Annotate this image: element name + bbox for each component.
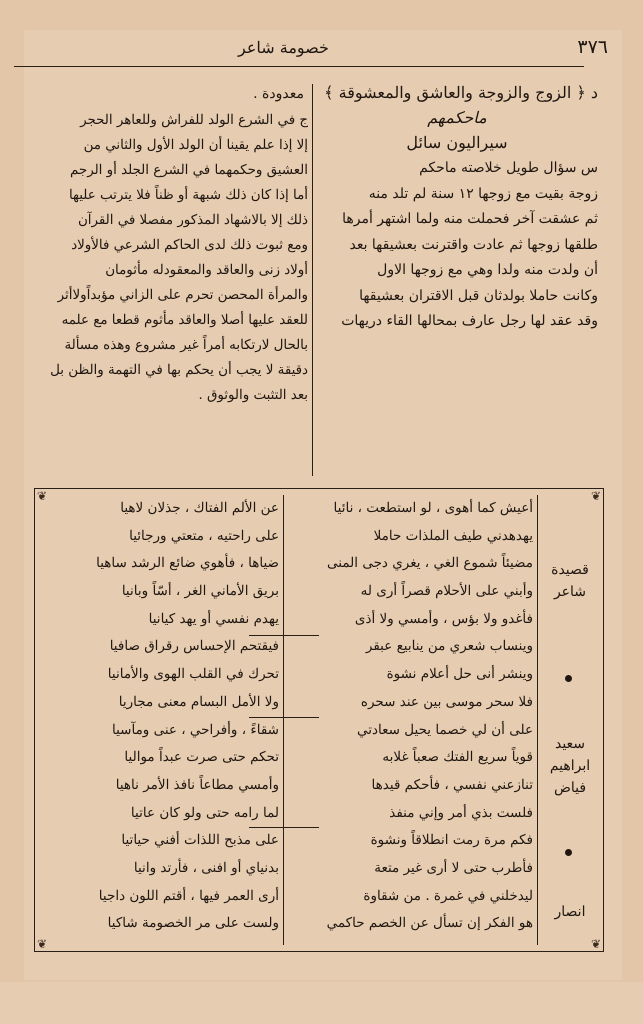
verse-line: وأمسي مطاعاً نافذ الأمر ناهيا — [115, 776, 279, 793]
author-line: فياض — [553, 780, 587, 796]
corner-ornament: ❦ — [37, 489, 48, 503]
verse-line: وينساب شعري من ينابيع عبقر — [365, 638, 533, 655]
answer-line: إلا إذا علم يقينا أن الولد الأول والثاني من — [83, 138, 308, 153]
running-title: خصومة شاعر — [238, 38, 329, 57]
verse-line: فيقتحم الإحساس رقراق صافيا — [109, 638, 279, 655]
verse-line: بدنياي أو افنى ، فأرتد وانيا — [133, 859, 279, 876]
answer-line: أولاد زنى والعاقد والمعقودله مأثومان — [105, 263, 308, 278]
verse-line: بريق الأماني الغر ، أسّاً وبانيا — [121, 583, 279, 600]
author-line: ابراهيم — [549, 758, 591, 774]
answer-tag: معدودة . — [253, 86, 304, 102]
verse-line: فلست بذي أمر وإني منفذ — [389, 804, 533, 821]
verse-line: أعيش كما أهوى ، لو استطعت ، نائيا — [333, 500, 533, 516]
verse-line: فلا سحر موسى بين عند سحره — [360, 693, 533, 710]
poem-bottom-label: انصار — [554, 904, 586, 920]
author-line: سعيد — [554, 736, 586, 752]
corner-ornament: ❦ — [37, 937, 48, 951]
answer-line: للعقد عليها أصلا والعاقد مأثوم قطعا مع علمه — [61, 313, 308, 328]
question-line: زوجة بقيت مع زوجها ١٢ سنة لم تلد منه — [368, 185, 598, 202]
verse-line: ضياها ، فأهوي ضائع الرشد ساهيا — [96, 555, 279, 572]
header-rule — [14, 66, 584, 67]
poem-side-divider — [537, 495, 538, 945]
verse-line: مضيئاً شموع الغي ، يغري دجى المنى — [327, 555, 533, 572]
verse-line: عن الألم الفتاك ، جذلان لاهيا — [120, 500, 279, 516]
side-title-line: قصيدة — [551, 562, 589, 578]
side-title-line: شاعر — [553, 584, 587, 600]
answer-line: أما إذا كان ذلك شبهة أو ظناً فلا يترتب عليها — [68, 188, 308, 203]
question-meta: سيراليون سائل — [406, 133, 508, 152]
verse-line: تحكم حتى صرت عبداً مواليا — [124, 749, 279, 766]
answer-line: والمرأة المحصن تحرم على الزاني مؤبداًولاأثر — [57, 288, 308, 303]
verse-line: ليدخلني في غمرة . من شقاوة — [363, 887, 533, 904]
verse-line: وأبني على الأحلام قصراً أرى له — [360, 583, 533, 600]
right-hemistichs — [289, 495, 533, 938]
answer-line: ذلك إلا بالاشهاد المذكور مفصلا في القرآن — [77, 213, 308, 228]
answer-line: ومع ثبوت ذلك لدى الحاكم الشرعي فالأولاد — [71, 238, 308, 253]
verse-line: أرى العمر فيها ، أقتم اللون داجيا — [98, 887, 279, 904]
verse-line: شقاءً ، وأفراحي ، عنى ومآسيا — [111, 721, 279, 738]
poem-hemistich-divider — [283, 495, 284, 945]
verse-line: فكم مرة رمت انطلاقاً ونشوة — [370, 832, 533, 849]
verse-line: قوياً سريع الفتك صعباً غلابه — [382, 749, 533, 766]
verse-line: يهدم نفسي أو يهد كيانيا — [148, 610, 279, 627]
section-bullet — [565, 675, 572, 682]
verse-line: تنازعني نفسي ، فأحكم قيدها — [371, 776, 533, 793]
corner-ornament: ❦ — [590, 937, 601, 951]
poem-side-title — [541, 559, 599, 603]
poem-author — [541, 733, 599, 799]
question-line: س سؤال طويل خلاصته ماحكم — [419, 160, 598, 176]
answer-line: ج في الشرع الولد للفراش وللعاهر الحجر — [80, 113, 308, 128]
answer-line: العشيق وحكمهما في الشرع الجلد أو الرجم — [70, 163, 308, 178]
answer-column — [36, 86, 308, 408]
verse-line: لما رامه حتى ولو كان عاتيا — [130, 804, 279, 821]
column-divider — [312, 84, 313, 476]
verse-line: على مذبح اللذات أفني حياتيا — [121, 832, 279, 849]
verse-line: تحرك في القلب الهوى والأمانيا — [107, 666, 279, 683]
question-line: وقد عقد لها رجل عارف بمحالها القاء دريهات — [341, 313, 598, 329]
page-header — [38, 36, 608, 64]
corner-ornament: ❦ — [590, 489, 601, 503]
verse-line: وينشر أنى حل أعلام نشوة — [386, 666, 533, 683]
verse-line: هو الفكر إن تسأل عن الخصم حاكمي — [326, 915, 533, 932]
poem-box — [34, 488, 604, 952]
question-line: وكانت حاملا بولدثان قبل الاقتران بعشيقها — [359, 287, 598, 304]
answer-line: دقيقة لا يجب أن يحكم بها في التهمة والظن بل — [50, 363, 308, 378]
handwritten-note: ماحكمهم — [427, 108, 487, 127]
question-column — [316, 80, 598, 335]
answer-line: بعد التثبت والوثوق . — [198, 388, 308, 403]
verse-line: فأغدو ولا بؤس ، وأمسي ولا أذى — [354, 610, 533, 627]
left-hemistichs — [43, 495, 279, 938]
verse-line: ولست على مر الخصومة شاكيا — [107, 915, 279, 932]
verse-line: ولا الأمل البسام معنى مجاريا — [118, 693, 279, 710]
verse-line: فأطرب حتى لا أرى غير متعة — [374, 859, 533, 876]
question-title: د ﴿ الزوج والزوجة والعاشق والمعشوقة ﴾ — [324, 83, 598, 102]
question-line: أن ولدت منه ولدا وهي مع زوجها الاول — [377, 262, 598, 278]
page-bottom-margin — [0, 982, 643, 1024]
verse-line: على راحتيه ، متعتي ورجائيا — [129, 527, 279, 544]
section-bullet — [565, 849, 572, 856]
page-number: ٣٧٦ — [577, 36, 608, 58]
answer-line: بالحال لارتكابه أمراً غير مشروع وهذه مسألة — [64, 338, 308, 353]
question-line: ثم عشقت آخر فحملت منه ولما اشتهر أمرها — [342, 211, 598, 227]
verse-line: يهدهدني طيف الملذات حاملا — [373, 527, 533, 544]
question-line: طلقها زوجها ثم عادت واقترنت بعشيقها بعد — [349, 236, 598, 253]
verse-line: على أن لي خصما يحيل سعادتي — [357, 721, 533, 738]
